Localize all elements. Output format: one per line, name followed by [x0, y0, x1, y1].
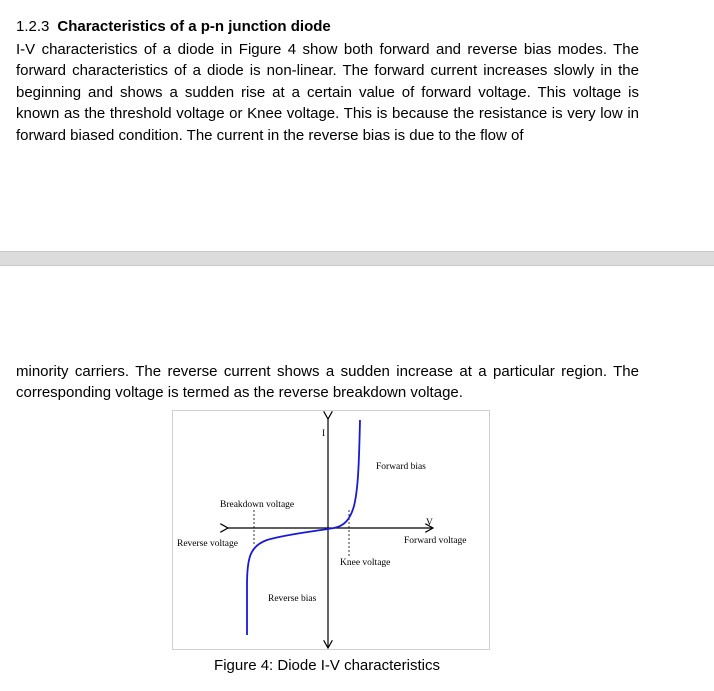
figure-caption: Figure 4: Diode I-V characteristics: [214, 657, 440, 674]
v-axis-label: V: [426, 518, 433, 528]
section-title: Characteristics of a p-n junction diode: [57, 18, 331, 35]
reverse-bias-label: Reverse bias: [268, 594, 317, 604]
knee-voltage-label: Knee voltage: [340, 558, 391, 568]
forward-voltage-label: Forward voltage: [404, 536, 467, 546]
paragraph-1: I-V characteristics of a diode in Figure 4 show both forward and reverse bias modes. The forward characteristics of a diode is non-linear. The forward current increases slowly in the beginning and shows a sudden rise at a certain value of forward voltage. This voltage is known as the threshold voltage or Knee voltage. This is because the resistance is very low in forward biased condition. The current in the reverse bias is due to the flow of: [16, 41, 639, 144]
figure-frame: [173, 411, 490, 650]
diode-iv-figure: [172, 410, 490, 650]
page-break-gap: [0, 251, 714, 266]
iv-diagram: [172, 410, 490, 650]
paragraph-2: minority carriers. The reverse current shows a sudden increase at a particular region. The corresponding voltage is termed as the reverse breakdown voltage.: [16, 363, 639, 402]
section-number: 1.2.3: [16, 18, 50, 35]
reverse-voltage-label: Reverse voltage: [177, 539, 238, 549]
forward-bias-label: Forward bias: [376, 462, 426, 472]
section-heading: [16, 17, 331, 37]
i-axis-label: I: [322, 429, 326, 439]
breakdown-voltage-label: Breakdown voltage: [220, 500, 295, 510]
